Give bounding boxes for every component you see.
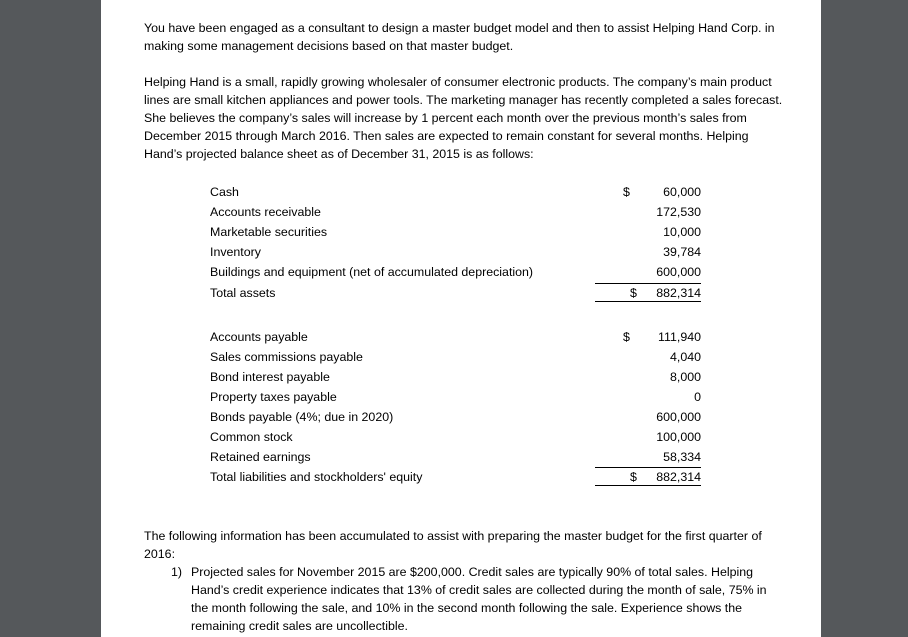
bs-label: Bonds payable (4%; due in 2020) (210, 410, 394, 424)
intro-paragraph-1: You have been engaged as a consultant to design a master budget model and then to assist Helping Hand Corp. in making some management decisions based on that master budget. (144, 21, 775, 53)
bs-value: 0 (694, 390, 701, 404)
bs-row-bonds-payable (210, 407, 701, 427)
bs-dollar: $ (630, 470, 637, 484)
bs-value: 100,000 (656, 430, 701, 444)
bs-label: Property taxes payable (210, 390, 337, 404)
bs-value: 8,000 (669, 370, 701, 384)
bs-dollar: $ (623, 185, 630, 199)
bs-label: Sales commissions payable (210, 350, 363, 364)
bs-label: Accounts receivable (210, 205, 321, 219)
list-number: 1) (171, 565, 183, 579)
bs-label: Cash (210, 185, 239, 199)
bs-value: 60,000 (663, 185, 701, 199)
bs-label: Buildings and equipment (net of accumulated depreciation) (210, 265, 534, 279)
bs-row-common-stock (210, 427, 701, 447)
document-page (101, 0, 821, 637)
bs-row-retained-earnings (210, 447, 701, 467)
bs-label: Inventory (210, 245, 261, 259)
bs-row-total-liabilities (210, 467, 701, 487)
bs-value: 172,530 (656, 205, 701, 219)
bs-row-inventory (210, 242, 701, 262)
bs-label: Accounts payable (210, 330, 308, 344)
bs-label: Total liabilities and stockholders' equity (210, 470, 423, 484)
bs-label: Common stock (210, 430, 293, 444)
bs-row-marketable-securities (210, 222, 701, 242)
bs-row-property-taxes (210, 387, 701, 407)
bs-row-bond-interest (210, 367, 701, 387)
bs-value: 39,784 (663, 245, 701, 259)
bs-dollar: $ (630, 286, 637, 300)
bs-row-total-assets (210, 283, 701, 303)
intro-paragraph-2: Helping Hand is a small, rapidly growing wholesaler of consumer electronic products. The company’s main product lines are small kitchen appliances and power tools. The marketing manager has recently completed a sales forecast. She believes the company’s sales will increase by 1 percent each month over the previous month’s sales from December 2015 through March 2016. Then sales are expected to remain constant for several months. Helping Hand’s projected balance sheet as of December 31, 2015 is as follows: (144, 75, 783, 161)
following-paragraph: The following information has been accumulated to assist with preparing the master budget for the first quarter of 2016: (144, 529, 762, 561)
bs-label: Marketable securities (210, 225, 328, 239)
bs-row-cash (210, 182, 701, 202)
bs-dollar: $ (623, 330, 630, 344)
bs-label: Total assets (210, 286, 276, 300)
bs-value: 111,940 (658, 330, 701, 344)
bs-value: 600,000 (656, 265, 701, 279)
bs-value: 10,000 (663, 225, 701, 239)
bs-value: 882,314 (656, 470, 701, 484)
bs-value: 600,000 (656, 410, 701, 424)
bs-value: 58,334 (663, 450, 701, 464)
bs-row-accounts-receivable (210, 202, 701, 222)
bs-value: 882,314 (656, 286, 701, 300)
list-text: Projected sales for November 2015 are $200,000. Credit sales are typically 90% of total sales. Helping Hand’s credit experience indicates that 13% of credit sales are collected during the month of sale, 75% in the month following the sale, and 10% in the second month following the sale. Experience shows the remaining credit sales are uncollectible. (191, 565, 767, 633)
bs-label: Bond interest payable (210, 370, 330, 384)
bs-label: Retained earnings (210, 450, 311, 464)
bs-row-sales-commissions (210, 347, 701, 367)
bs-value: 4,040 (669, 350, 701, 364)
bs-row-buildings-equipment (210, 262, 701, 282)
bs-row-accounts-payable (210, 327, 701, 347)
